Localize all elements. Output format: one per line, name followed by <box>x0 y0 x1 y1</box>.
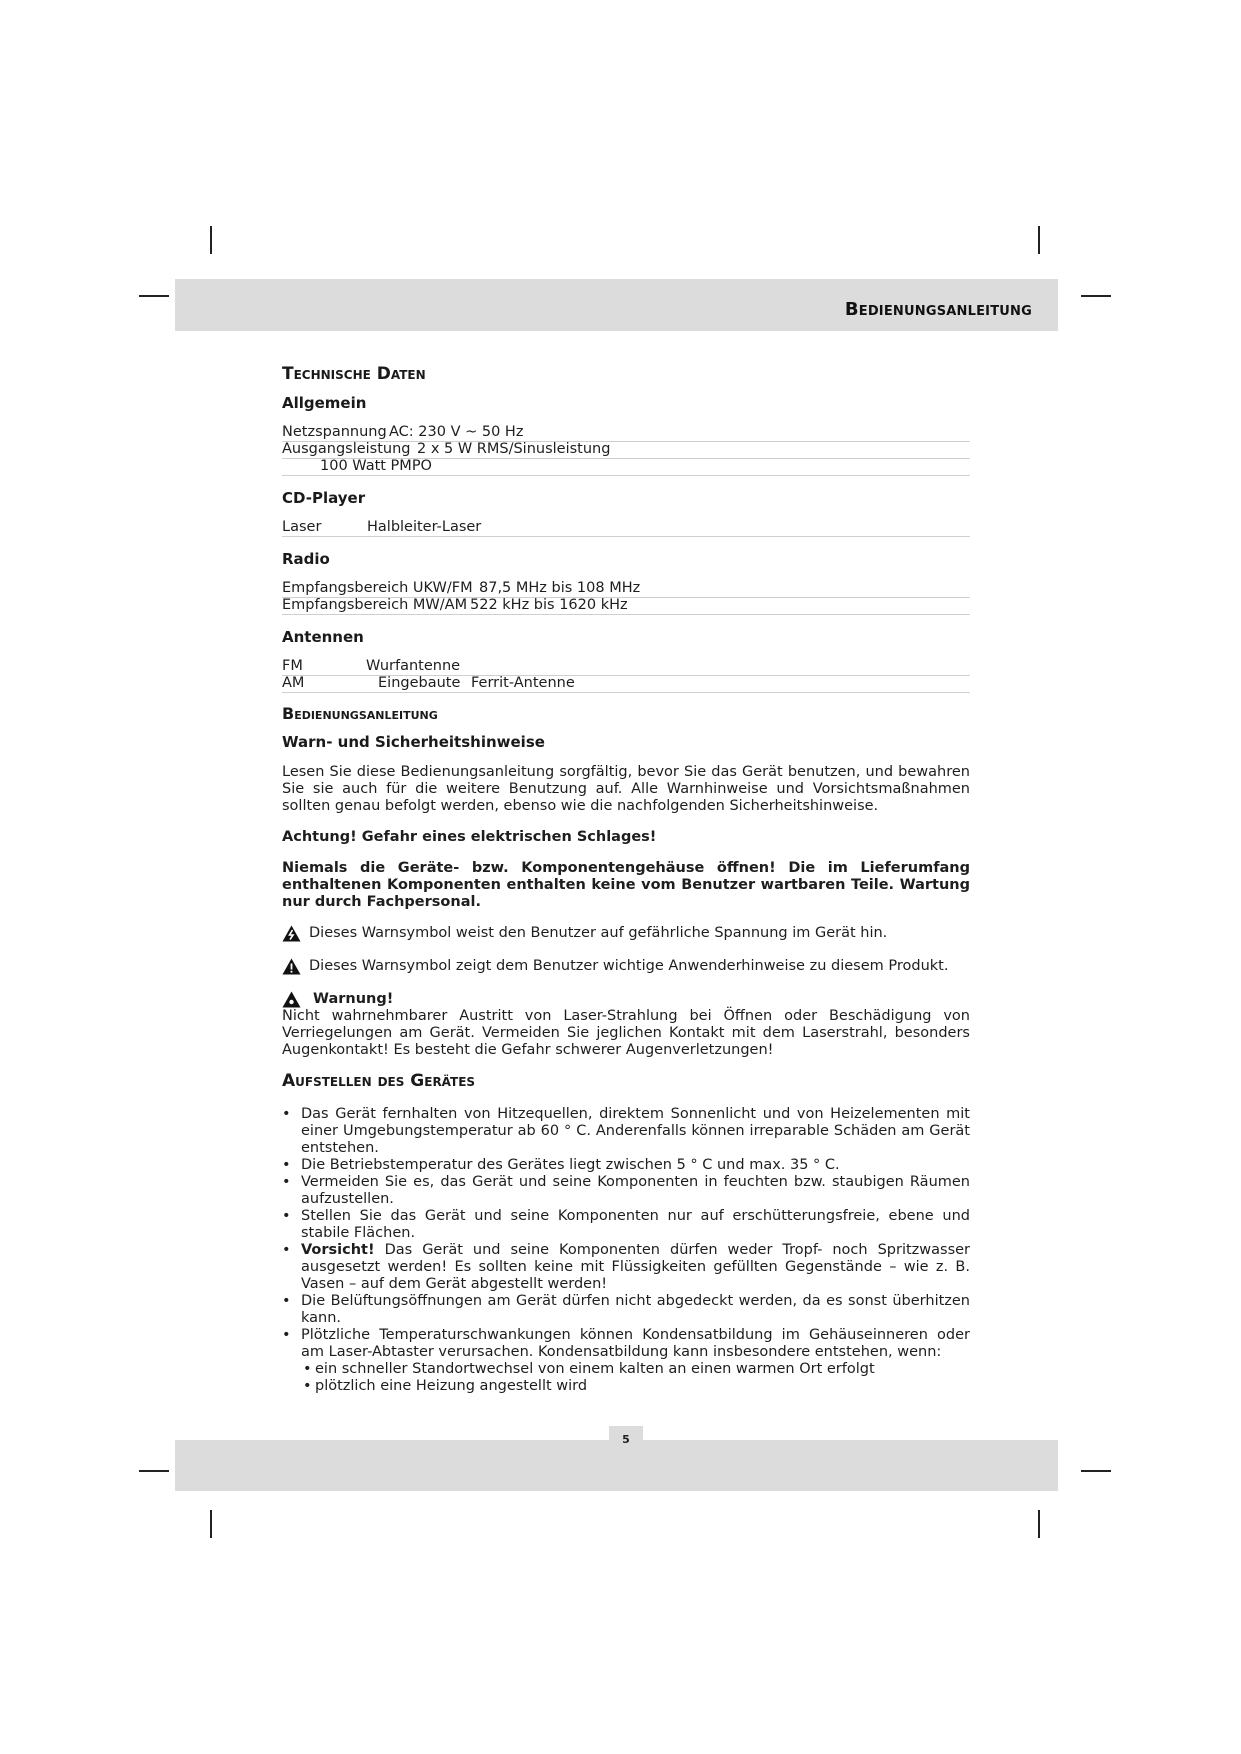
list-item: • Die Belüftungsöffnungen am Gerät dürfen nicht abgedeckt werden, da es sonst überhitzen kann. <box>282 1293 970 1327</box>
spec-row <box>282 520 970 537</box>
spec-table-cd-player <box>282 520 970 537</box>
spec-value: 100 Watt PMPO <box>320 458 432 474</box>
crop-mark-bottom-left-horizontal <box>139 1470 169 1472</box>
section-title-bedienungsanleitung: Bedienungsanleitung <box>282 704 438 723</box>
spec-row <box>282 425 970 442</box>
list-item-vorsicht <box>282 1242 970 1293</box>
spec-row <box>282 581 970 598</box>
page-number: 5 <box>609 1426 643 1454</box>
crop-mark-top-right-vertical <box>1038 226 1040 254</box>
vorsicht-text: Das Gerät und seine Komponenten dürfen weder Tropf- noch Spritzwasser ausgesetzt werden! Es sollten keine mit Flüssigkeiten gefüllten Gegenstände – wie z. B. Vasen – auf dem Gerät abgestellt werden! <box>301 1242 971 1292</box>
spec-table-antennen <box>282 659 970 693</box>
crop-mark-bottom-left-vertical <box>210 1510 212 1538</box>
laser-warning-icon <box>282 991 301 1008</box>
spec-label: Ausgangsleistung <box>282 441 411 457</box>
spec-row <box>282 459 970 476</box>
running-title: Bedienungsanleitung <box>844 299 1032 320</box>
section-title-technische-daten: Technische Daten <box>282 364 426 384</box>
list-item: • Das Gerät fernhalten von Hitzequellen, direktem Sonnenlicht und von Heizelementen mit einer Umgebungstemperatur ab 60 ° C. Anderenfalls können irreparable Schäden am Gerät entstehen. <box>282 1106 970 1157</box>
voltage-warning-line <box>282 925 970 942</box>
spec-value: 522 kHz bis 1620 kHz <box>470 597 628 613</box>
list-item: • ein schneller Standortwechsel von einem kalten an einen warmen Ort erfolgt <box>301 1361 970 1378</box>
list-item: • Die Betriebstemperatur des Gerätes liegt zwischen 5 ° C und max. 35 ° C. <box>282 1157 970 1174</box>
spec-value: Halbleiter-Laser <box>367 519 482 535</box>
crop-mark-top-left-horizontal <box>139 295 169 297</box>
spec-label: Laser <box>282 519 322 535</box>
spec-row <box>282 598 970 615</box>
vorsicht-label: Vorsicht! <box>301 1242 375 1258</box>
list-item: • Plötzliche Temperaturschwankungen können Kondensatbildung im Gehäuseinneren oder am Laser-Abtaster verursachen. Kondensatbildung kann insbesondere entstehen, wenn: <box>282 1327 970 1361</box>
achtung-warning: Achtung! Gefahr eines elektrischen Schlages! <box>282 829 657 845</box>
spec-value: AC: 230 V ~ 50 Hz <box>389 424 524 440</box>
high-voltage-warning-icon <box>282 925 301 942</box>
list-item: • plötzlich eine Heizung angestellt wird <box>301 1378 970 1395</box>
condensation-causes-list <box>282 1361 970 1395</box>
spec-row <box>282 676 970 693</box>
spec-row <box>282 659 970 676</box>
exclamation-warning-icon <box>282 958 301 975</box>
crop-mark-top-left-vertical <box>210 226 212 254</box>
spec-label: FM <box>282 658 303 674</box>
spec-label: AM <box>282 675 305 691</box>
list-item: • Stellen Sie das Gerät und seine Komponenten nur auf erschütterungsfreie, ebene und stabile Flächen. <box>282 1208 970 1242</box>
voltage-warning-text: Dieses Warnsymbol weist den Benutzer auf gefährliche Spannung im Gerät hin. <box>309 925 888 941</box>
info-warning-text: Dieses Warnsymbol zeigt dem Benutzer wichtige Anwenderhinweise zu diesem Produkt. <box>309 958 949 974</box>
subheading-cd-player: CD-Player <box>282 489 366 507</box>
laser-warning-label: Warnung! <box>313 991 394 1007</box>
spec-row <box>282 442 970 459</box>
spec-value-secondary: Ferrit-Antenne <box>471 675 575 691</box>
section-title-aufstellen: Aufstellen des Gerätes <box>282 1071 476 1091</box>
subheading-warnhinweise: Warn- und Sicherheitshinweise <box>282 733 545 751</box>
spec-value: 87,5 MHz bis 108 MHz <box>479 580 641 596</box>
niemals-warning: Niemals die Geräte- bzw. Komponentengehäuse öffnen! Die im Lieferumfang enthaltenen Komponenten enthalten keine vom Benutzer wartbaren Teile. Wartung nur durch Fachpersonal. <box>282 860 970 910</box>
crop-mark-top-right-horizontal <box>1081 295 1111 297</box>
spec-label: Empfangsbereich MW/AM <box>282 597 468 613</box>
spec-label: Empfangsbereich UKW/FM <box>282 580 473 596</box>
spec-value: Eingebaute <box>378 675 461 691</box>
setup-instructions-list <box>282 1106 970 1361</box>
subheading-radio: Radio <box>282 550 330 568</box>
spec-label: Netzspannung <box>282 424 387 440</box>
spec-value: Wurfantenne <box>366 658 461 674</box>
subheading-antennen: Antennen <box>282 628 364 646</box>
subheading-allgemein: Allgemein <box>282 394 367 412</box>
spec-table-allgemein <box>282 425 970 476</box>
spec-table-radio <box>282 581 970 615</box>
intro-paragraph: Lesen Sie diese Bedienungsanleitung sorgfältig, bevor Sie das Gerät benutzen, und bewahren Sie sie auch für die weitere Benutzung auf. Alle Warnhinweise und Vorsichtsmaßnahmen sollten genau befolgt werden, ebenso wie die nachfolgenden Sicherheitshinweise. <box>282 764 970 814</box>
crop-mark-bottom-right-horizontal <box>1081 1470 1111 1472</box>
crop-mark-bottom-right-vertical <box>1038 1510 1040 1538</box>
laser-warning-text: Nicht wahrnehmbarer Austritt von Laser-Strahlung bei Öffnen oder Beschädigung von Verriegelungen am Gerät. Vermeiden Sie jeglichen Kontakt mit dem Laserstrahl, besonders Augenkontakt! Es besteht die Gefahr schwerer Augenverletzungen! <box>282 1008 970 1058</box>
spec-value: 2 x 5 W RMS/Sinusleistung <box>417 441 611 457</box>
info-warning-line <box>282 958 970 975</box>
page-content <box>282 366 970 1395</box>
laser-warning-header <box>282 991 970 1008</box>
list-item: • Vermeiden Sie es, das Gerät und seine Komponenten in feuchten bzw. staubigen Räumen aufzustellen. <box>282 1174 970 1208</box>
